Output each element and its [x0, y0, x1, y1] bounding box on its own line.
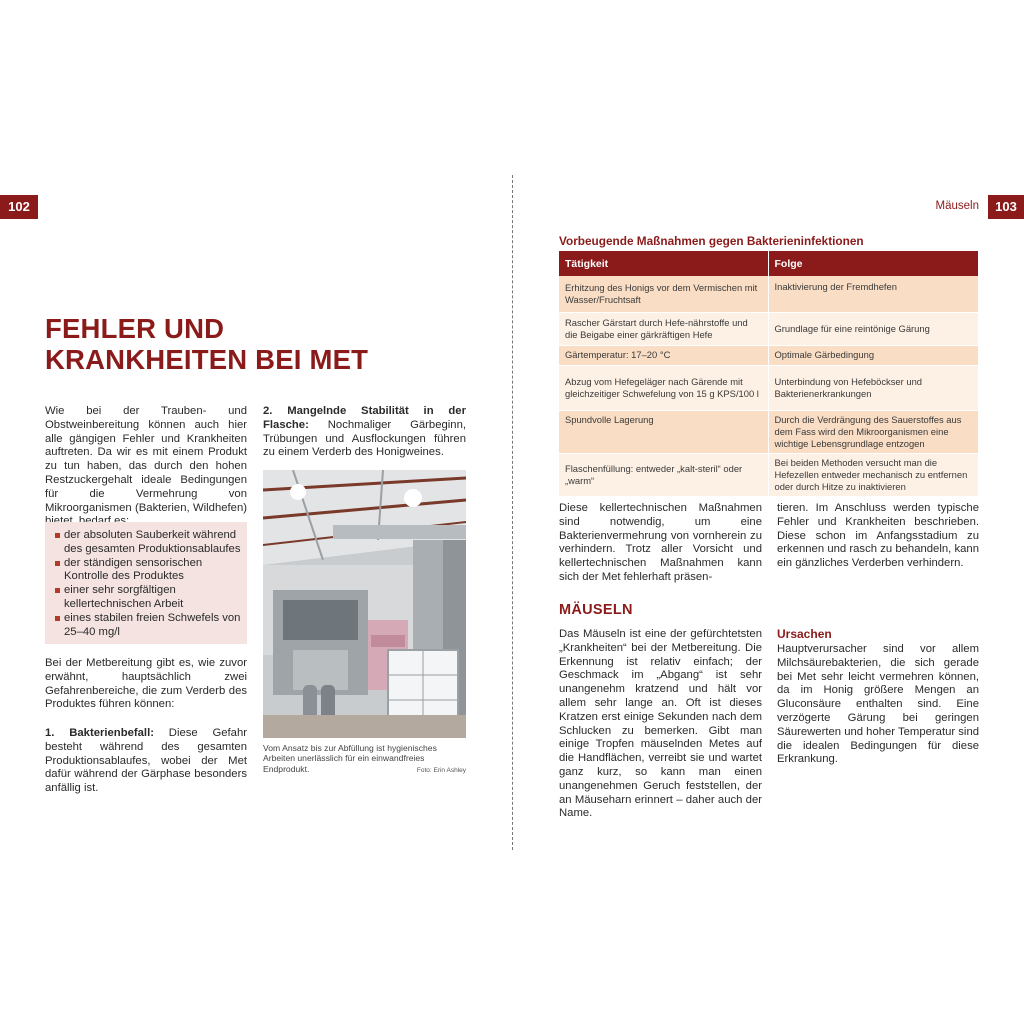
- page-number-left: 102: [0, 195, 38, 219]
- table-header-cell: Folge: [768, 251, 979, 276]
- requirements-box: [45, 522, 247, 644]
- table-cell: Unterbindung von Hefeböckser und Bakterienerkrankungen: [768, 365, 979, 410]
- table-cell: Durch die Verdrängung des Sauerstoffes aus dem Fass wird den Mikroorganismen eine wichtige Lebensgrundlage entzogen: [768, 410, 979, 453]
- mauseln-paragraph: Das Mäuseln ist eine der gefürchtetsten „Krankheiten“ bei der Metbereitung. Die Erkennung ist relativ einfach; der Geschmack im „Abgang“ ist sehr unangenehm kratzend und hält vor allem sehr lange an. Oft ist dieses Kratzen erst einige Sekunden nach dem Schlucken zu bemerken. Gibt man einige Tropfen mäuselnden Metes auf die Handflächen, verreibt sie und wartet ganz kurz, so kann man einen unangenehmen Geruch feststellen, der an Mäuseharn erinnert – daher auch der Name.: [559, 628, 762, 820]
- table-header-row: [559, 251, 979, 276]
- photo-caption: Vom Ansatz bis zur Abfüllung ist hygienisches Arbeiten unerlässlich für ein einwandfreies Endprodukt.: [263, 743, 437, 774]
- table-row: [559, 345, 979, 365]
- point-2-paragraph: [263, 405, 466, 460]
- bullet-icon: [55, 616, 60, 621]
- table-title: Vorbeugende Maßnahmen gegen Bakterieninfektionen: [559, 234, 864, 248]
- table-cell: Bei beiden Methoden versucht man die Hefezellen entweder mechanisch zu entfernen oder durch Hitze zu inaktivieren: [768, 453, 979, 496]
- bullet-icon: [55, 588, 60, 593]
- table-cell: Grundlage für eine reintönige Gärung: [768, 312, 979, 345]
- table-row: [559, 276, 979, 312]
- table-cell: Gärtemperatur: 17–20 °C: [559, 345, 768, 365]
- table-row: [559, 410, 979, 453]
- requirements-list: [55, 529, 241, 639]
- table-cell: Inaktivierung der Fremdhefen: [768, 276, 979, 312]
- intro-paragraph: Wie bei der Trauben- und Obstweinbereitung können auch hier alle gängigen Fehler und Krankheiten auftreten. Da wir es mit einem Produkt zu tun haben, das durch den hohen Restzuckergehalt ideale Bedingungen für die Vermehrung von Mikroorganismen (Bakterien, Wildhefen): [45, 405, 247, 514]
- page-gutter-divider: [512, 175, 513, 850]
- winery-photo-illustration: [263, 470, 466, 738]
- subheading-ursachen: Ursachen: [777, 627, 832, 641]
- table-cell: Optimale Gärbedingung: [768, 345, 979, 365]
- table-cell: Spundvolle Lagerung: [559, 410, 768, 453]
- table-header-cell: Tätigkeit: [559, 251, 768, 276]
- table-cell: Abzug vom Hefegeläger nach Gärende mit gleichzeitiger Schwefelung von 15 g KPS/100 l: [559, 365, 768, 410]
- page-number-right: 103: [988, 195, 1024, 219]
- point-1-heading: 1. Bakterienbefall:: [45, 727, 154, 739]
- danger-areas-paragraph: Bei der Metbereitung gibt es, wie zuvor erwähnt, hauptsächlich zwei Gefahrenbereiche, die zum Verderb des Produktes führen können:: [45, 657, 247, 711]
- chapter-title-line-2: KRANKHEITEN BEI MET: [45, 344, 369, 375]
- table-row: [559, 365, 979, 410]
- winery-photo: [263, 470, 466, 738]
- ursachen-paragraph: Hauptverursacher sind vor allem Milchsäurebakterien, die sich gerade bei Met sehr leicht vermehren können, da im Honig größere Mengen an Gluconsäure enthalten sind. Eine verzögerte Gärung bei geringen Säurewerten und hoher Temperatur sind die idealen Bedingungen für diese Erkrankung.: [777, 643, 980, 766]
- requirement-item: der ständigen sensorischen Kontrolle des Produktes: [55, 557, 241, 585]
- bullet-icon: [55, 561, 60, 566]
- measures-paragraph-col2: tieren. Im Anschluss werden typische Fehler und Krankheiten beschrieben. Diese schon im Anfangsstadium zu erkennen und rasch zu behandeln, kann ein gänzliches Verderben verhindern.: [777, 502, 979, 570]
- section-heading-mauseln: MÄUSELN: [559, 602, 633, 618]
- table-row: [559, 453, 979, 496]
- table-cell: Flaschenfüllung: entweder „kalt-steril“ oder „warm“: [559, 453, 768, 496]
- requirement-item: der absoluten Sauberkeit während des gesamten Produktionsablaufes: [55, 529, 241, 557]
- point-1-paragraph: [45, 727, 247, 796]
- point-2-text: Nochmaliger Gärbeginn, Trübungen und Ausflockungen führen zu einem Verderb des Honigweines.: [263, 418, 466, 459]
- requirement-item: einer sehr sorgfältigen kellertechnischen Arbeit: [55, 584, 241, 612]
- table-cell: Erhitzung des Honigs vor dem Vermischen mit Wasser/Fruchtsaft: [559, 276, 768, 312]
- point-1-text: Diese Gefahr besteht während des gesamten Produktionsablaufes, wobei der Met dafür während der Gärphase besonders anfällig ist.: [45, 727, 247, 795]
- chapter-title: [45, 313, 465, 375]
- point-2-heading: 2. Mangelnde Stabilität in der Flasche:: [263, 405, 466, 431]
- running-head: Mäuseln: [935, 200, 979, 212]
- requirement-item: eines stabilen freien Schwefels von 25–40 mg/l: [55, 612, 241, 640]
- prevention-table: [559, 251, 979, 497]
- photo-credit: Foto: Erin Ashley: [416, 767, 466, 774]
- bullet-icon: [55, 533, 60, 538]
- measures-paragraph-col1: Diese kellertechnischen Maßnahmen sind notwendig, um eine Bakterienvermehrung von vornherein zu verhindern. Trotz aller Vorsicht und kellertechnischen Maßnahmen kann sich der Met fehlerhaft präsen-: [559, 502, 762, 583]
- table-cell: Rascher Gärstart durch Hefe-nährstoffe und die Beigabe einer gärkräftigen Hefe: [559, 312, 768, 345]
- chapter-title-line-1: FEHLER UND: [45, 313, 225, 344]
- table-row: [559, 312, 979, 345]
